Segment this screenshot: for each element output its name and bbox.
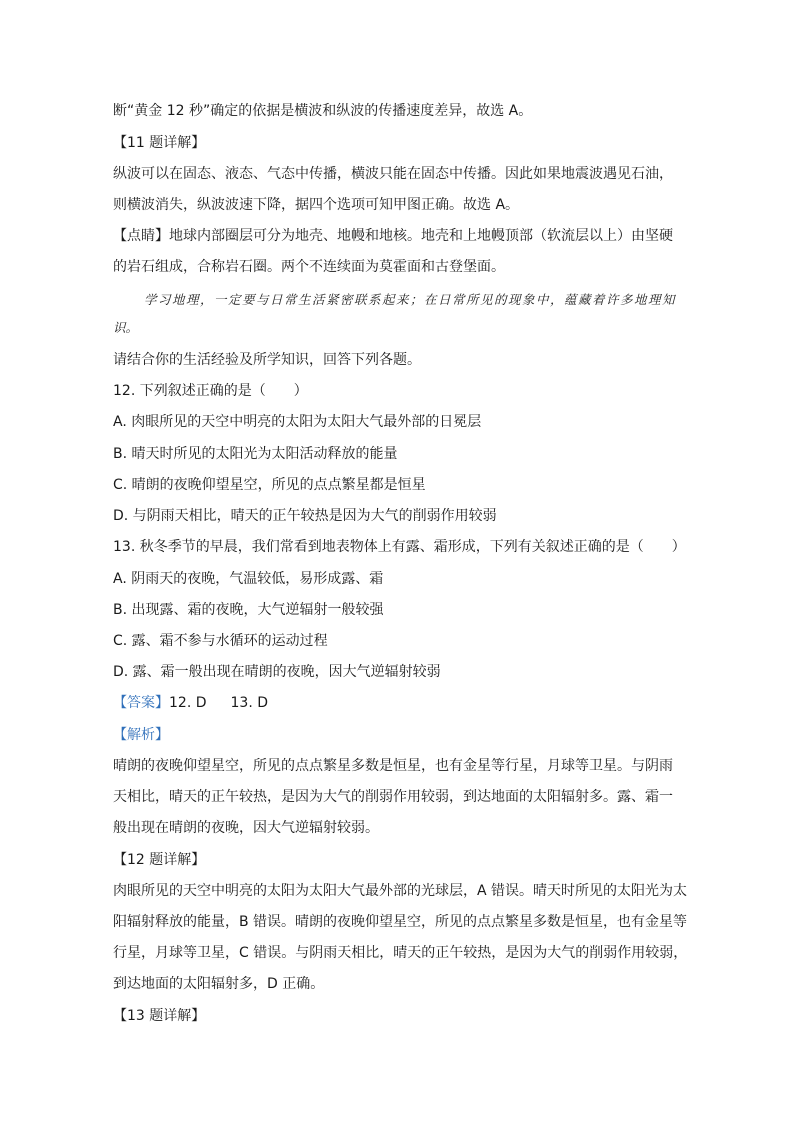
body-text-line: 晴朗的夜晚仰望星空，所见的点点繁星多数是恒星，也有金星等行星，月球等卫星。与阴雨 [113, 758, 673, 774]
intro-line: 请结合你的生活经验及所学知识，回答下列各题。 [113, 352, 421, 368]
question-13: 13. 秋冬季节的早晨，我们常看到地表物体上有露、霜形成，下列有关叙述正确的是（ ） [113, 539, 686, 555]
quote-line: 学习地理，一定要与日常生活紧密联系起来；在日常所见的现象中，蕴藏着许多地理知 [144, 292, 677, 307]
answer-line [113, 693, 683, 713]
body-text-line: 肉眼所见的天空中明亮的太阳为太阳大气最外部的光球层，A 错误。晴天时所见的太阳光为太 [113, 883, 688, 899]
body-text-line: 天相比，晴天的正午较热，是因为大气的削弱作用较弱，到达地面的太阳辐射多。露、霜一 [113, 789, 673, 805]
option-12a: A. 肉眼所见的天空中明亮的太阳为太阳大气最外部的日冕层 [113, 414, 482, 430]
dianjing-text: 地球内部圈层可分为地壳、地幔和地核。地壳和上地幔顶部（软流层以上）由坚硬 [169, 228, 673, 244]
body-text-line: 到达地面的太阳辐射多，D 正确。 [113, 976, 325, 992]
dianjing-line [113, 226, 683, 246]
option-13d: D. 露、霜一般出现在晴朗的夜晚，因大气逆辐射较弱 [113, 664, 441, 680]
option-13b: B. 出现露、霜的夜晚，大气逆辐射一般较强 [113, 602, 384, 618]
body-text-line: 阳辐射释放的能量，B 错误。晴朗的夜晚仰望星空，所见的点点繁星多数是恒星，也有金星等 [113, 914, 688, 930]
answer-12: 12. D [169, 695, 207, 711]
answer-13: 13. D [230, 695, 268, 711]
section-heading-13: 【13 题详解】 [113, 1008, 206, 1024]
section-heading-11: 【11 题详解】 [113, 135, 206, 151]
quote-line: 识。 [113, 320, 139, 335]
body-text-line: 纵波可以在固态、液态、气态中传播，横波只能在固态中传播。因此如果地震波遇见石油， [113, 166, 673, 182]
option-12b: B. 晴天时所见的太阳光为太阳活动释放的能量 [113, 446, 398, 462]
analysis-tag: 【解析】 [113, 727, 169, 743]
option-12c: C. 晴朗的夜晚仰望星空，所见的点点繁星都是恒星 [113, 477, 426, 493]
dianjing-tag: 【点睛】 [113, 228, 169, 244]
body-text-line: 行星，月球等卫星，C 错误。与阴雨天相比，晴天的正午较热，是因为大气的削弱作用较弱， [113, 945, 688, 961]
body-text-line: 般出现在晴朗的夜晚，因大气逆辐射较弱。 [113, 820, 379, 836]
option-12d: D. 与阴雨天相比，晴天的正午较热是因为大气的削弱作用较弱 [113, 508, 497, 524]
option-13c: C. 露、霜不参与水循环的运动过程 [113, 633, 328, 649]
section-heading-12: 【12 题详解】 [113, 852, 206, 868]
answer-tag: 【答案】 [113, 695, 169, 711]
option-13a: A. 阴雨天的夜晚，气温较低，易形成露、霜 [113, 571, 384, 587]
question-12: 12. 下列叙述正确的是（ ） [113, 383, 308, 399]
body-text-line: 的岩石组成，合称岩石圈。两个不连续面为莫霍面和古登堡面。 [113, 259, 505, 275]
body-text-line: 断“黄金 12 秒”确定的依据是横波和纵波的传播速度差异，故选 A。 [113, 103, 533, 119]
body-text-line: 则横波消失，纵波波速下降，据四个选项可知甲图正确。故选 A。 [113, 197, 520, 213]
